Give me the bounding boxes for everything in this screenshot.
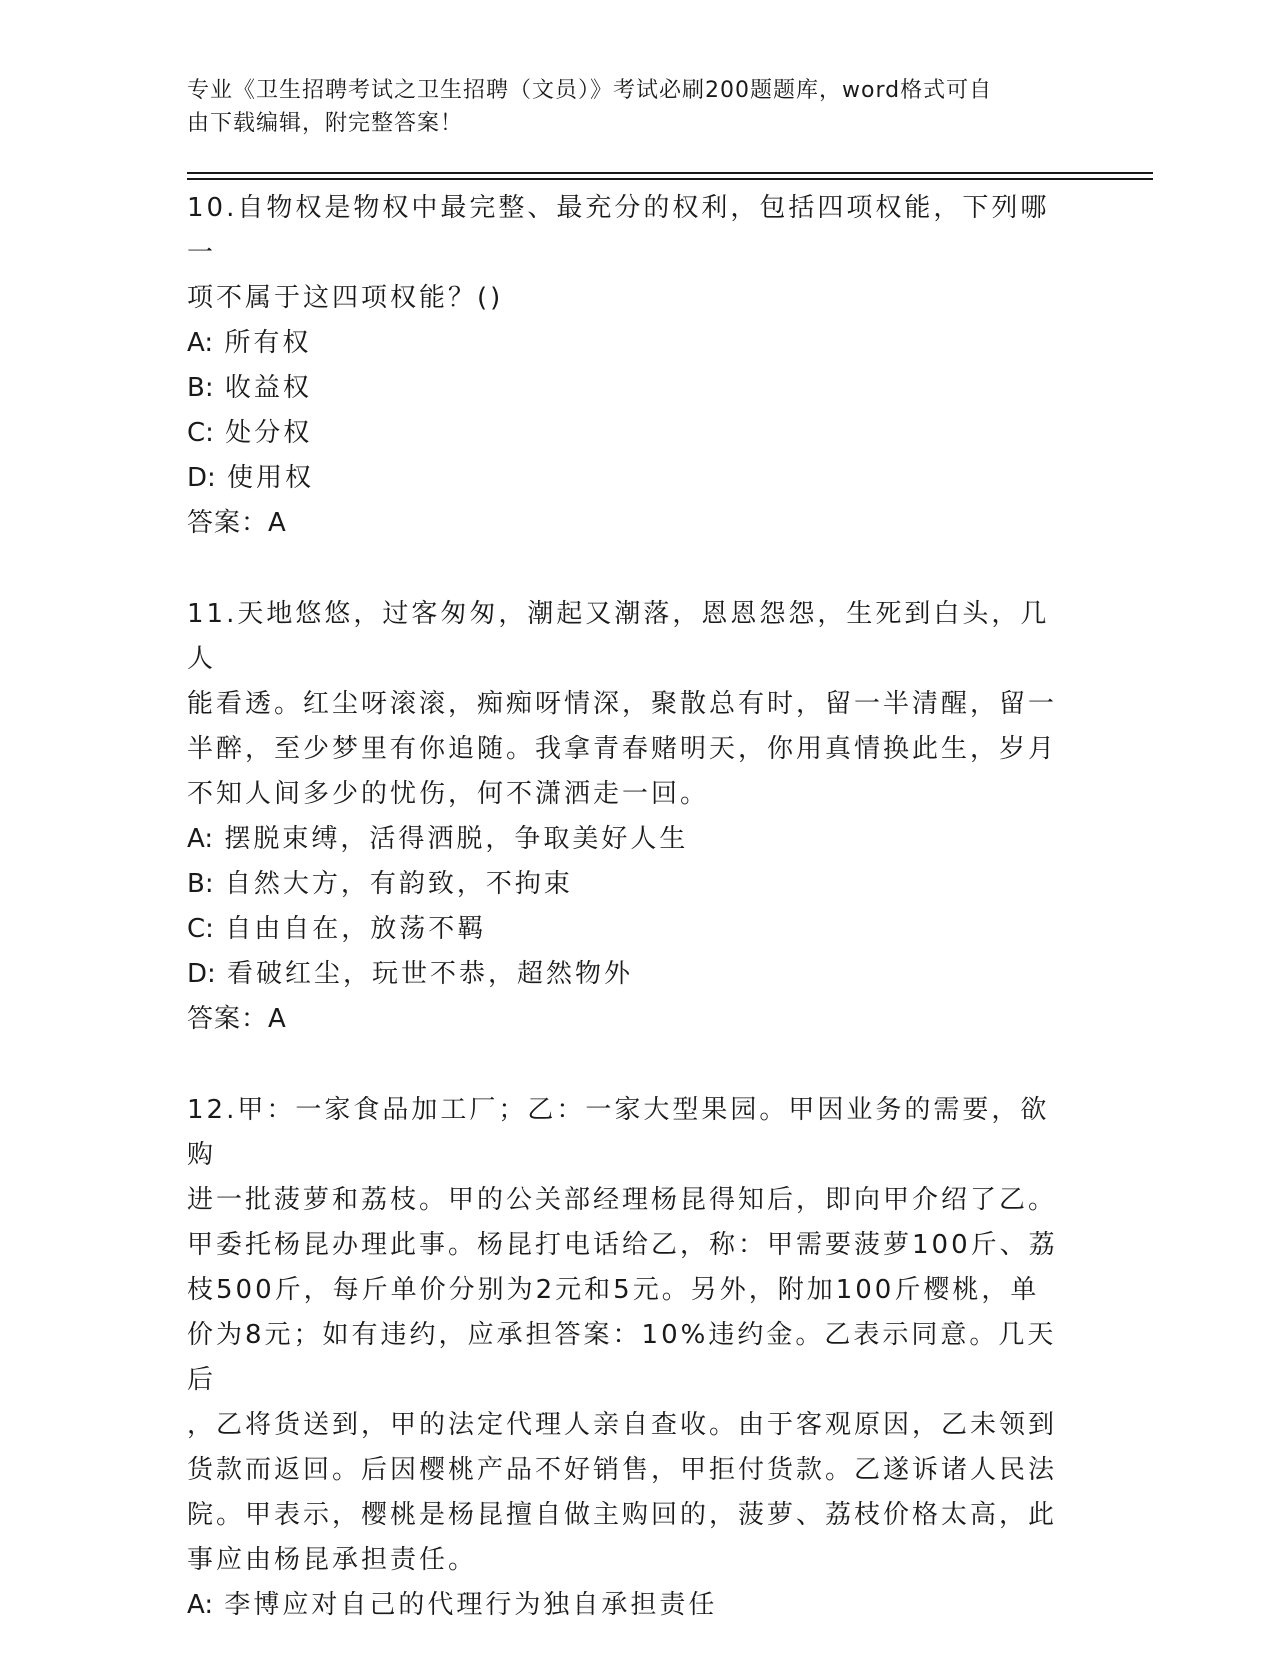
question-stem-line: 货款而返回。后因樱桃产品不好销售，甲拒付货款。乙遂诉诸人民法 xyxy=(187,1455,1058,1485)
option-text: 处分权 xyxy=(225,418,313,448)
option-letter: B: xyxy=(187,373,214,403)
question-stem-line: 项不属于这四项权能？() xyxy=(187,283,504,313)
question-stem-line: ，乙将货送到，甲的法定代理人亲自查收。由于客观原因，乙未领到 xyxy=(187,1410,1058,1440)
option-text: 自然大方，有韵致，不拘束 xyxy=(224,869,573,899)
option-a xyxy=(187,817,1067,862)
option-letter: A: xyxy=(187,1590,214,1620)
option-letter: D: xyxy=(187,463,216,493)
option-letter: A: xyxy=(187,328,214,358)
question-stem-line: 能看透。红尘呀滚滚，痴痴呀情深，聚散总有时，留一半清醒，留一 xyxy=(187,689,1058,719)
question-stem-line: 进一批菠萝和荔枝。甲的公关部经理杨昆得知后，即向甲介绍了乙。 xyxy=(187,1185,1058,1215)
question-list xyxy=(187,186,1067,1674)
option-text: 使用权 xyxy=(227,463,315,493)
option-d xyxy=(187,952,1067,997)
question-11 xyxy=(187,592,1067,1042)
question-stem-line: 事应由杨昆承担责任。 xyxy=(187,1545,478,1575)
answer-line: 答案：A xyxy=(187,508,287,538)
question-stem-line: 院。甲表示，樱桃是杨昆擅自做主购回的，菠萝、荔枝价格太高，此 xyxy=(187,1500,1058,1530)
question-stem-line: 10.自物权是物权中最完整、最充分的权利，包括四项权能，下列哪一 xyxy=(187,193,1050,268)
question-stem-line: 甲委托杨昆办理此事。杨昆打电话给乙，称：甲需要菠萝100斤、荔 xyxy=(187,1230,1058,1260)
option-text: 摆脱束缚，活得洒脱，争取美好人生 xyxy=(224,824,689,854)
option-c xyxy=(187,907,1067,952)
option-a xyxy=(187,321,1067,366)
header-line: 专业《卫生招聘考试之卫生招聘（文员）》考试必刷200题题库，word格式可自 xyxy=(187,78,993,103)
option-text: 看破红尘，玩世不恭，超然物外 xyxy=(227,959,634,989)
question-stem-line: 不知人间多少的忧伤，何不潇洒走一回。 xyxy=(187,779,710,809)
header-line: 由下载编辑，附完整答案！ xyxy=(187,111,464,136)
option-b xyxy=(187,366,1067,411)
document-header xyxy=(187,74,1067,140)
question-stem-line: 枝500斤，每斤单价分别为2元和5元。另外，附加100斤樱桃，单 xyxy=(187,1275,1040,1305)
option-d xyxy=(187,456,1067,501)
question-stem-line: 12.甲：一家食品加工厂；乙：一家大型果园。甲因业务的需要，欲购 xyxy=(187,1095,1050,1170)
option-text: 自由自在，放荡不羁 xyxy=(225,914,487,944)
question-12 xyxy=(187,1088,1067,1628)
option-text: 收益权 xyxy=(224,373,312,403)
question-stem-line: 半醉，至少梦里有你追随。我拿青春赌明天，你用真情换此生，岁月 xyxy=(187,734,1058,764)
option-letter: D: xyxy=(187,959,216,989)
option-letter: B: xyxy=(187,869,214,899)
question-10 xyxy=(187,186,1067,546)
header-rule-bottom xyxy=(187,178,1153,180)
option-text: 所有权 xyxy=(224,328,312,358)
question-stem-line: 价为8元；如有违约，应承担答案：10%违约金。乙表示同意。几天后 xyxy=(187,1320,1057,1395)
option-letter: A: xyxy=(187,824,214,854)
answer-line: 答案：A xyxy=(187,1004,287,1034)
header-rule-top xyxy=(187,172,1153,174)
question-stem-line: 11.天地悠悠，过客匆匆，潮起又潮落，恩恩怨怨，生死到白头，几人 xyxy=(187,599,1050,674)
option-b xyxy=(187,862,1067,907)
option-a xyxy=(187,1583,1067,1628)
option-c xyxy=(187,411,1067,456)
option-text: 李博应对自己的代理行为独自承担责任 xyxy=(224,1590,718,1620)
option-letter: C: xyxy=(187,418,214,448)
option-letter: C: xyxy=(187,914,214,944)
